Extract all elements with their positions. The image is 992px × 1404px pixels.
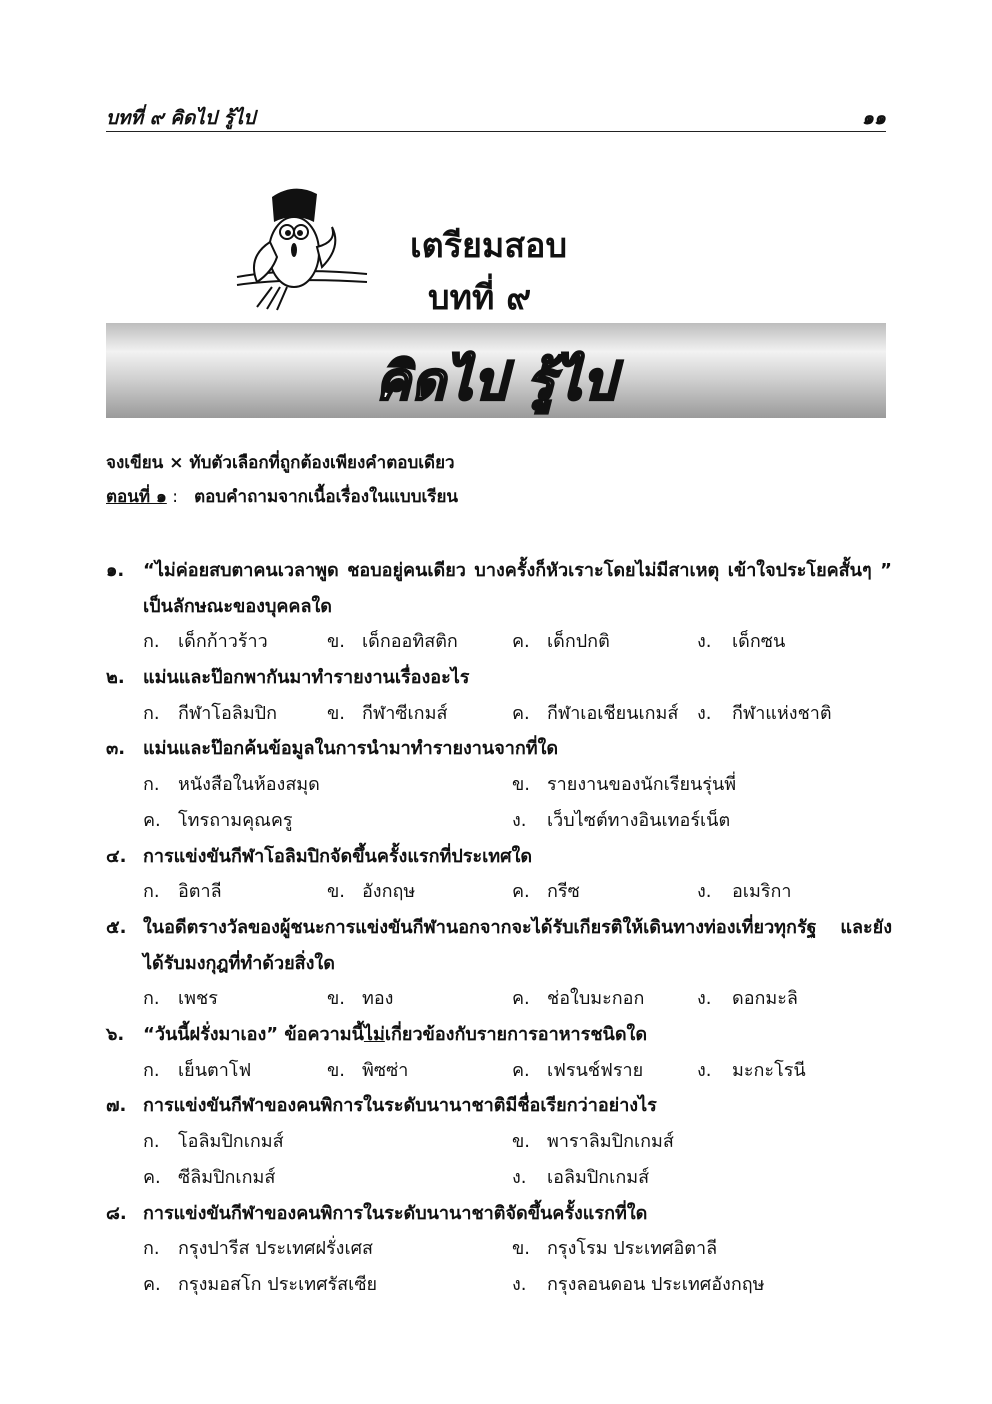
part-heading bbox=[106, 483, 458, 510]
question bbox=[106, 553, 892, 660]
question-text bbox=[143, 553, 892, 624]
options-row bbox=[106, 1267, 892, 1303]
question-number: ๖. bbox=[106, 1024, 125, 1046]
question bbox=[106, 1196, 892, 1303]
option-text: กรุงลอนดอน ประเทศอังกฤษ bbox=[547, 1273, 765, 1295]
question-text bbox=[143, 731, 892, 767]
chapter-title: คิดไป รู้ไป bbox=[375, 352, 617, 412]
question-stem bbox=[106, 910, 892, 981]
answer-option[interactable] bbox=[327, 981, 393, 1017]
question-stem bbox=[106, 553, 892, 624]
question-text-underlined: ไม่ bbox=[363, 1024, 385, 1046]
option-letter: ค. bbox=[512, 881, 530, 903]
option-letter: ง. bbox=[697, 881, 712, 903]
question-text-content: แม่นและป๊อกพากันมาทำรายงานเรื่องอะไร bbox=[143, 667, 470, 689]
question-text-content: “ไม่ค่อยสบตาคนเวลาพูด ชอบอยู่คนเดียว บางครั้งก็หัวเราะโดยไม่มีสาเหตุ เข้าใจประโยคสั้นๆ ” เป็นลักษณะของบุคคลใด bbox=[143, 560, 892, 617]
answer-option[interactable] bbox=[512, 1267, 765, 1303]
question-text-a: “วันนี้ฝรั่งมาเอง” ข้อความนี้ bbox=[143, 1024, 364, 1046]
question-text bbox=[143, 1088, 892, 1124]
question-list bbox=[106, 553, 892, 1303]
option-letter: ข. bbox=[327, 1059, 346, 1081]
part-separator: : bbox=[166, 487, 195, 507]
option-letter: ง. bbox=[512, 809, 527, 831]
question bbox=[106, 910, 892, 1017]
option-text: กีฬาแห่งชาติ bbox=[732, 702, 832, 724]
option-letter: ข. bbox=[512, 1238, 531, 1260]
answer-option[interactable] bbox=[512, 767, 736, 803]
answer-option[interactable] bbox=[143, 981, 218, 1017]
option-letter: ง. bbox=[697, 631, 712, 653]
option-text: เพชร bbox=[178, 988, 218, 1010]
question-number: ๓. bbox=[106, 738, 126, 760]
question-stem bbox=[106, 1088, 892, 1124]
question-number: ๒. bbox=[106, 667, 125, 689]
option-letter: ค. bbox=[143, 809, 161, 831]
option-letter: ค. bbox=[512, 988, 530, 1010]
options-row bbox=[106, 874, 892, 910]
question-number: ๕. bbox=[106, 916, 127, 938]
answer-option[interactable] bbox=[512, 874, 580, 910]
owl-illustration-icon bbox=[232, 182, 372, 312]
option-text: เอลิมปิกเกมส์ bbox=[547, 1166, 650, 1188]
option-letter: ก. bbox=[143, 702, 160, 724]
option-text: มะกะโรนี bbox=[732, 1059, 806, 1081]
option-text: พิซซ่า bbox=[362, 1059, 409, 1081]
option-text: รายงานของนักเรียนรุ่นพี่ bbox=[547, 774, 737, 796]
answer-option[interactable] bbox=[697, 1053, 806, 1089]
answer-option[interactable] bbox=[143, 1160, 275, 1196]
option-letter: ค. bbox=[512, 1059, 530, 1081]
question-number: ๘. bbox=[106, 1202, 127, 1224]
options-row bbox=[106, 696, 892, 732]
option-text: เฟรนช์ฟราย bbox=[547, 1059, 644, 1081]
answer-option[interactable] bbox=[512, 1160, 649, 1196]
question bbox=[106, 731, 892, 838]
options-row bbox=[106, 803, 892, 839]
answer-option[interactable] bbox=[327, 624, 458, 660]
question-text-content: การแข่งขันกีฬาของคนพิการในระดับนานาชาติมีชื่อเรียกว่าอย่างไร bbox=[143, 1095, 657, 1117]
question-stem bbox=[106, 731, 892, 767]
option-letter: ง. bbox=[697, 988, 712, 1010]
option-letter: ข. bbox=[327, 631, 346, 653]
answer-option[interactable] bbox=[697, 696, 832, 732]
question-text bbox=[143, 839, 892, 875]
question-number: ๗. bbox=[106, 1095, 127, 1117]
options-row bbox=[106, 767, 892, 803]
answer-option[interactable] bbox=[327, 696, 447, 732]
answer-option[interactable] bbox=[143, 696, 277, 732]
question-text-b: เกี่ยวข้องกับรายการอาหารชนิดใด bbox=[384, 1024, 648, 1046]
option-letter: ก. bbox=[143, 774, 160, 796]
option-text: กรีซ bbox=[547, 881, 580, 903]
options-row bbox=[106, 1124, 892, 1160]
question-text-content: แม่นและป๊อกค้นข้อมูลในการนำมาทำรายงานจากที่ใด bbox=[143, 738, 559, 760]
option-text: พาราลิมปิกเกมส์ bbox=[547, 1131, 674, 1153]
running-header-title: บทที่ ๙ คิดไป รู้ไป bbox=[106, 107, 256, 129]
option-letter: ค. bbox=[143, 1166, 161, 1188]
option-text: กรุงปารีส ประเทศฝรั่งเศส bbox=[178, 1238, 374, 1260]
answer-option[interactable] bbox=[512, 624, 610, 660]
title-line-1: เตรียมสอบ bbox=[410, 226, 568, 266]
option-letter: ง. bbox=[697, 702, 712, 724]
instruction: จงเขียน × ทับตัวเลือกที่ถูกต้องเพียงคำตอบเดียว bbox=[106, 453, 455, 473]
question-text bbox=[143, 1196, 892, 1232]
answer-option[interactable] bbox=[327, 874, 415, 910]
answer-option[interactable] bbox=[512, 696, 678, 732]
question-text-content: การแข่งขันกีฬาของคนพิการในระดับนานาชาติจัดขึ้นครั้งแรกที่ใด bbox=[143, 1202, 648, 1224]
question-text bbox=[143, 1017, 892, 1053]
option-text: กรุงโรม ประเทศอิตาลี bbox=[547, 1238, 718, 1260]
question-number: ๔. bbox=[106, 845, 127, 867]
option-letter: ก. bbox=[143, 988, 160, 1010]
answer-option[interactable] bbox=[143, 874, 222, 910]
question-text bbox=[143, 660, 892, 696]
option-text: ช่อใบมะกอก bbox=[547, 988, 645, 1010]
option-text: เด็กปกติ bbox=[547, 631, 610, 653]
option-text: เย็นตาโฟ bbox=[178, 1059, 252, 1081]
option-letter: ค. bbox=[512, 631, 530, 653]
answer-option[interactable] bbox=[697, 624, 785, 660]
option-text: อิตาลี bbox=[178, 881, 222, 903]
option-letter: ข. bbox=[327, 702, 346, 724]
question-stem bbox=[106, 1196, 892, 1232]
option-text: เด็กก้าวร้าว bbox=[178, 631, 268, 653]
option-text: กีฬาซีเกมส์ bbox=[362, 702, 448, 724]
option-letter: ง. bbox=[512, 1273, 527, 1295]
option-text: โทรถามคุณครู bbox=[178, 809, 293, 831]
option-letter: ก. bbox=[143, 1131, 160, 1153]
question bbox=[106, 1017, 892, 1088]
question-number: ๑. bbox=[106, 560, 125, 581]
page-number: ๑๑ bbox=[861, 107, 886, 129]
option-letter: ค. bbox=[143, 1273, 161, 1295]
answer-option[interactable] bbox=[327, 1053, 408, 1089]
option-letter: ก. bbox=[143, 1059, 160, 1081]
part-label: ตอนที่ ๑ bbox=[106, 487, 167, 507]
option-letter: ง. bbox=[697, 1059, 712, 1081]
answer-option[interactable] bbox=[143, 1124, 284, 1160]
question bbox=[106, 1088, 892, 1195]
header-rule bbox=[106, 131, 886, 132]
option-letter: ก. bbox=[143, 1238, 160, 1260]
question-text-content: ในอดีตรางวัลของผู้ชนะการแข่งขันกีฬานอกจากจะได้รับเกียรติให้เดินทางท่องเที่ยวทุกรัฐ และยังได้รับมงกุฎที่ทำด้วยสิ่งใด bbox=[143, 916, 892, 974]
option-text: ดอกมะลิ bbox=[732, 988, 798, 1010]
option-letter: ข. bbox=[512, 1131, 531, 1153]
option-text: เด็กออทิสติก bbox=[362, 631, 458, 653]
option-text: กีฬาเอเชียนเกมส์ bbox=[547, 702, 679, 724]
option-text: ทอง bbox=[362, 988, 394, 1010]
answer-option[interactable] bbox=[697, 981, 798, 1017]
options-row bbox=[106, 1160, 892, 1196]
option-letter: ข. bbox=[327, 988, 346, 1010]
part-text: ตอบคำถามจากเนื้อเรื่องในแบบเรียน bbox=[194, 487, 459, 507]
question bbox=[106, 839, 892, 910]
options-row bbox=[106, 624, 892, 660]
question-text bbox=[143, 910, 892, 981]
answer-option[interactable] bbox=[143, 1231, 373, 1267]
answer-option[interactable] bbox=[143, 624, 268, 660]
option-letter: ข. bbox=[327, 881, 346, 903]
answer-option[interactable] bbox=[512, 1053, 643, 1089]
option-letter: ก. bbox=[143, 881, 160, 903]
question-text-content: การแข่งขันกีฬาโอลิมปิกจัดขึ้นครั้งแรกที่ประเทศใด bbox=[143, 845, 533, 867]
option-text: กรุงมอสโก ประเทศรัสเซีย bbox=[178, 1273, 378, 1295]
option-letter: ง. bbox=[512, 1166, 527, 1188]
title-line-2: บทที่ ๙ bbox=[428, 278, 532, 318]
option-letter: ก. bbox=[143, 631, 160, 653]
option-letter: ค. bbox=[512, 702, 530, 724]
option-text: กีฬาโอลิมปิก bbox=[178, 702, 278, 724]
option-text: อังกฤษ bbox=[362, 881, 416, 903]
question-stem bbox=[106, 660, 892, 696]
option-text: ซีลิมปิกเกมส์ bbox=[178, 1166, 276, 1188]
option-text: เว็บไซต์ทางอินเทอร์เน็ต bbox=[547, 809, 731, 831]
option-text: หนังสือในห้องสมุด bbox=[178, 774, 320, 796]
options-row bbox=[106, 1231, 892, 1267]
option-letter: ข. bbox=[512, 774, 531, 796]
answer-option[interactable] bbox=[512, 803, 730, 839]
options-row bbox=[106, 981, 892, 1017]
question bbox=[106, 660, 892, 731]
question-stem bbox=[106, 839, 892, 875]
question-stem bbox=[106, 1017, 892, 1053]
answer-option[interactable] bbox=[143, 1053, 251, 1089]
option-text: โอลิมปิกเกมส์ bbox=[178, 1131, 284, 1153]
answer-option[interactable] bbox=[512, 1124, 674, 1160]
answer-option[interactable] bbox=[697, 874, 792, 910]
option-text: อเมริกา bbox=[732, 881, 792, 903]
chapter-banner bbox=[106, 323, 886, 418]
answer-option[interactable] bbox=[512, 1231, 717, 1267]
option-text: เด็กซน bbox=[732, 631, 786, 653]
answer-option[interactable] bbox=[143, 803, 293, 839]
answer-option[interactable] bbox=[143, 767, 320, 803]
options-row bbox=[106, 1053, 892, 1089]
answer-option[interactable] bbox=[143, 1267, 377, 1303]
answer-option[interactable] bbox=[512, 981, 644, 1017]
